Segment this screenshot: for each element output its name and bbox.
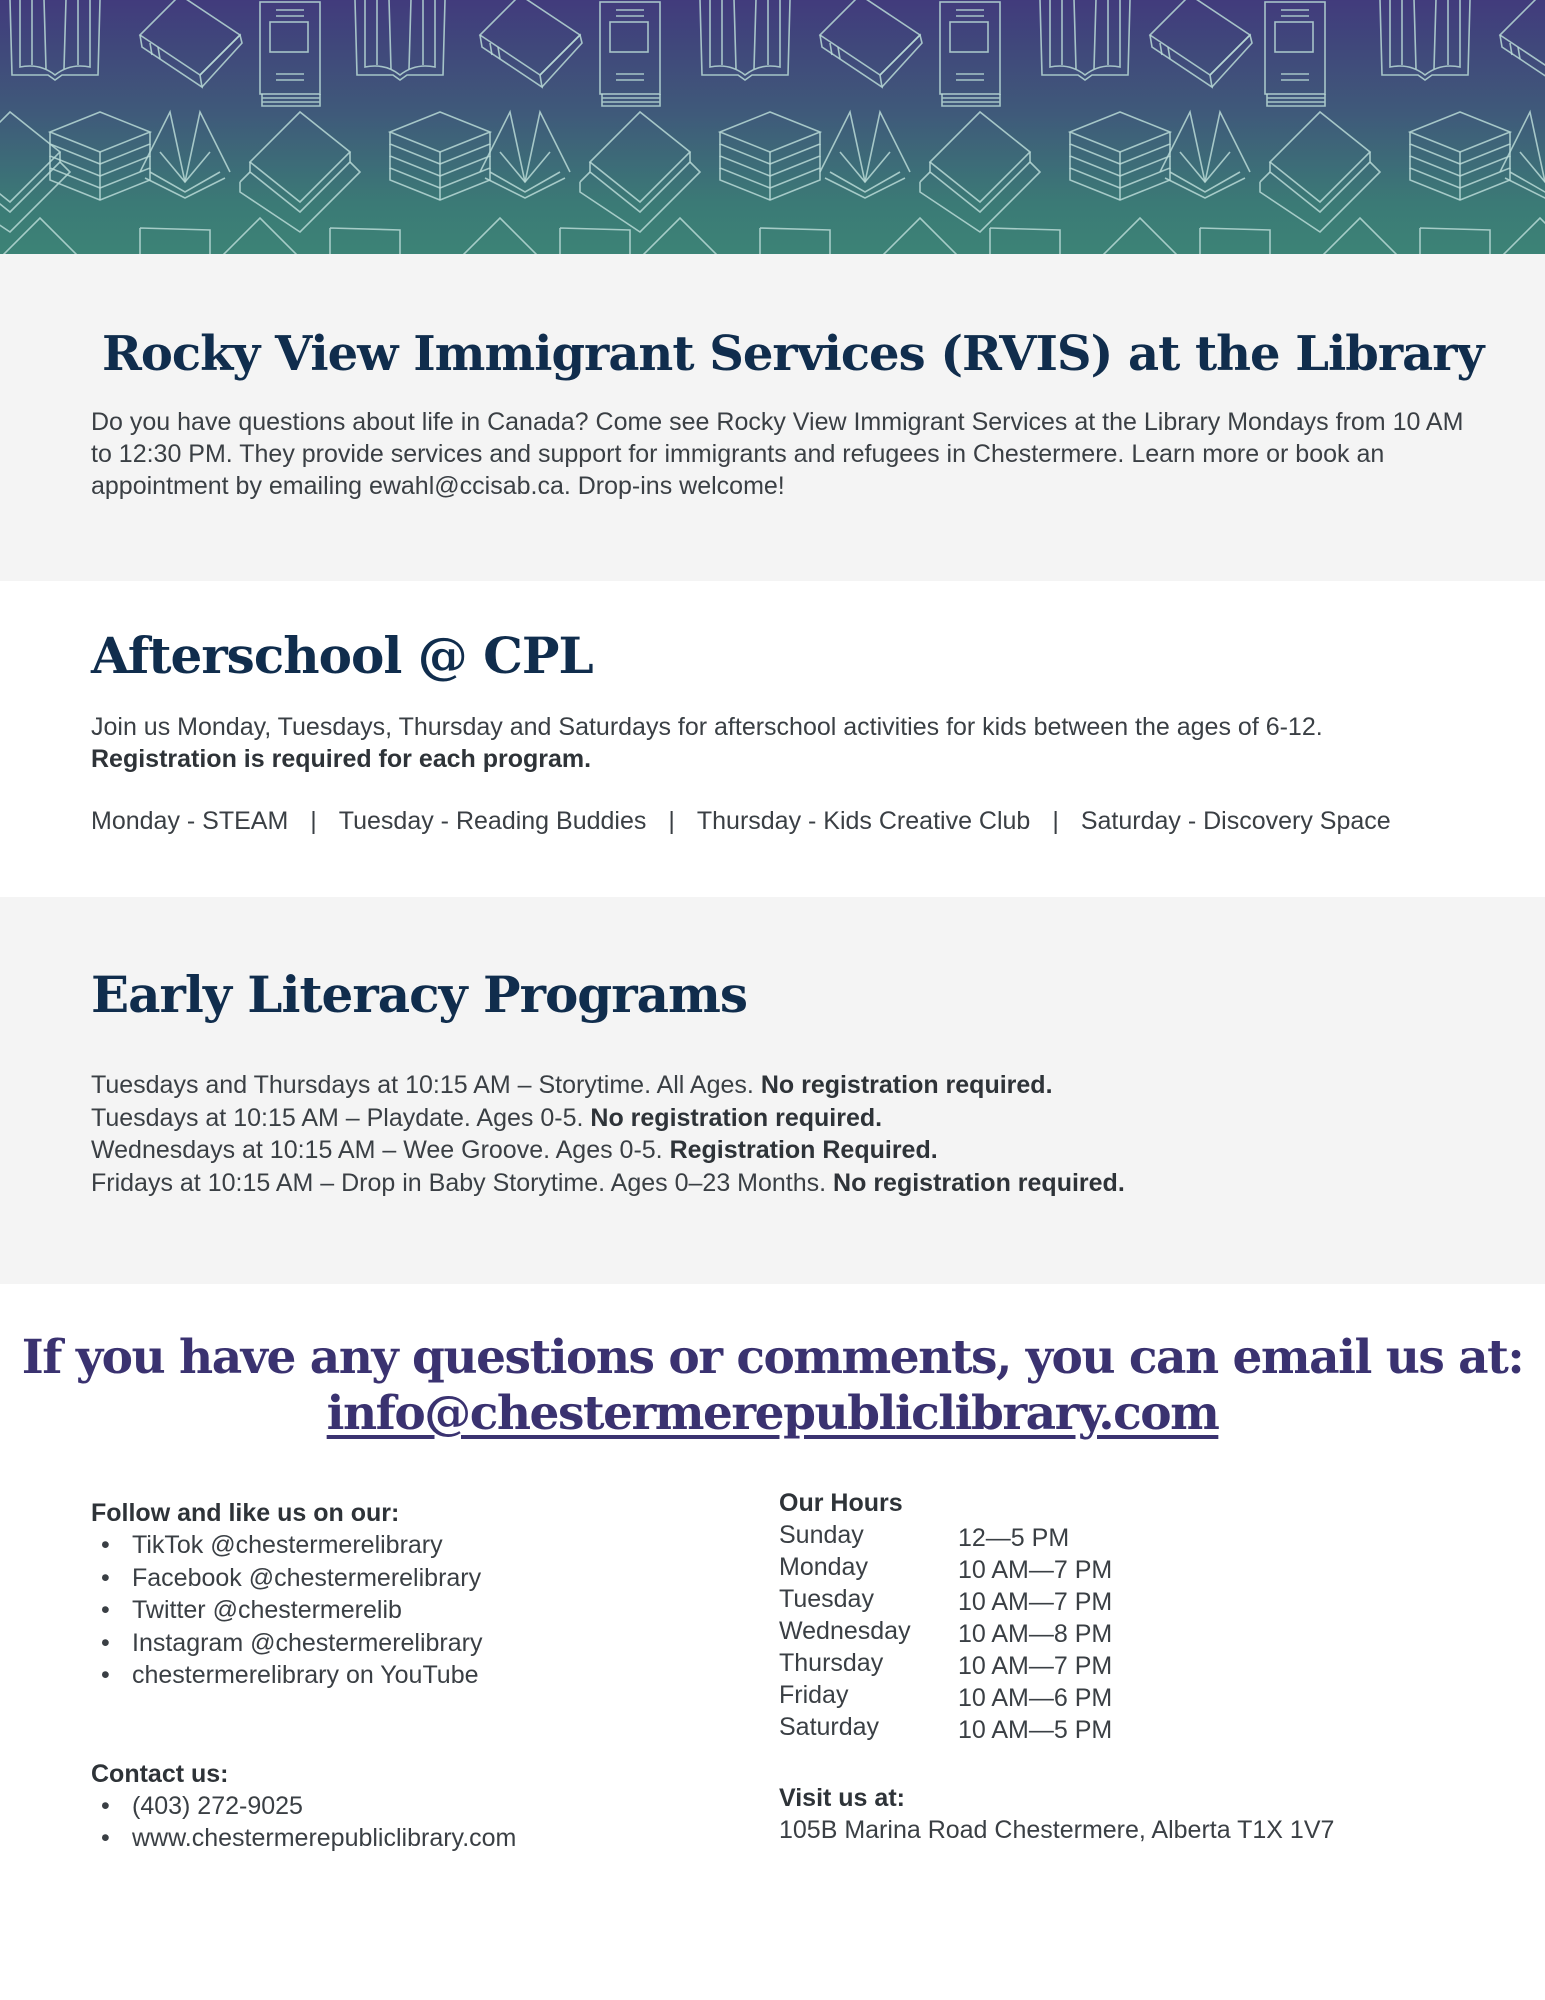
standing-book-icon (1265, 2, 1325, 106)
separator: | (310, 807, 317, 835)
book-edge-icon (330, 228, 400, 254)
book-stack-icon (720, 112, 820, 200)
contact-label: Contact us: (91, 1759, 229, 1788)
separator: | (1052, 807, 1059, 835)
contact-phone[interactable] (91, 1790, 711, 1823)
book-icon (140, 0, 242, 87)
hours-row (779, 1551, 1479, 1583)
rvis-title: Rocky View Immigrant Services (RVIS) at the Library (102, 326, 1484, 382)
contact-phone-text: (403) 272-9025 (132, 1791, 303, 1820)
book-pile-icon (580, 112, 700, 232)
social-item-tiktok[interactable] (91, 1529, 711, 1562)
book-pattern-illustration (0, 0, 1545, 254)
contact-website[interactable] (91, 1822, 711, 1855)
hours-column (779, 1487, 1479, 1846)
hours-row (779, 1519, 1479, 1551)
bullet-icon: • (101, 1824, 110, 1852)
book-edge-icon (140, 228, 210, 254)
afterschool-intro: Join us Monday, Tuesdays, Thursday and Saturdays for afterschool activities for kids between the ages of 6-12. (91, 713, 1323, 741)
rvis-description: Do you have questions about life in Canada? Come see Rocky View Immigrant Services at the Library Mondays from 10 AM to 12:30 PM. They provide services and support for immigrants and refugees in Chestermere. Learn more or book an appointment by emailing ewahl@ccisab.ca. Drop-ins welcome! (91, 408, 1464, 500)
early-literacy-list (91, 1069, 1125, 1199)
hours-day: Tuesday (779, 1585, 874, 1613)
hours-day: Wednesday (779, 1617, 911, 1645)
social-item-text: TikTok @chestermerelibrary (132, 1531, 443, 1559)
hours-row (779, 1679, 1479, 1711)
bullet-icon: • (101, 1563, 110, 1592)
afterschool-intro-block (91, 711, 1511, 775)
hours-time: 10 AM—6 PM (958, 1684, 1113, 1712)
registration-note: Registration Required. (669, 1136, 938, 1164)
standing-book-icon (260, 2, 320, 106)
social-contact-column (91, 1497, 711, 1855)
book-pile-icon (1260, 112, 1380, 232)
program-row (91, 1102, 1125, 1135)
hours-time: 12—5 PM (958, 1524, 1070, 1552)
open-book-icon (355, 0, 445, 80)
visit-address: 105B Marina Road Chestermere, Alberta T1X 1V7 (779, 1816, 1335, 1844)
hours-label: Our Hours (779, 1489, 903, 1517)
hours-table (779, 1519, 1479, 1743)
book-icon (1150, 0, 1252, 87)
open-book-icon (1160, 112, 1250, 198)
book-corner-icon (1500, 218, 1545, 254)
book-corner-icon (0, 218, 80, 254)
social-item-text: Facebook @chestermerelibrary (132, 1563, 482, 1592)
program-description: Tuesdays at 10:15 AM – Playdate. Ages 0-5. (91, 1103, 591, 1132)
hours-day: Friday (779, 1681, 849, 1709)
program-row (91, 1069, 1125, 1102)
book-corner-icon (1100, 218, 1180, 254)
registration-note: No registration required. (760, 1071, 1053, 1099)
program-item: Thursday - Kids Creative Club (696, 807, 1031, 835)
standing-book-icon (600, 2, 660, 106)
book-icon (1500, 0, 1545, 87)
open-book-icon (480, 112, 570, 198)
open-book-icon (1380, 0, 1470, 80)
book-corner-icon (460, 218, 540, 254)
program-description: Fridays at 10:15 AM – Drop in Baby Storytime. Ages 0–23 Months. (91, 1168, 834, 1197)
social-list (91, 1529, 711, 1692)
bullet-icon: • (101, 1531, 110, 1559)
bullet-icon: • (101, 1628, 110, 1657)
hours-day: Saturday (779, 1713, 880, 1741)
hours-time: 10 AM—7 PM (958, 1588, 1113, 1616)
social-item-instagram[interactable] (91, 1627, 711, 1660)
social-item-text: Twitter @chestermerelib (132, 1596, 402, 1624)
social-item-facebook[interactable] (91, 1562, 711, 1595)
early-literacy-title: Early Literacy Programs (91, 965, 748, 1024)
book-edge-icon (1200, 228, 1270, 254)
contact-email-link[interactable]: info@chestermerepubliclibrary.com (326, 1386, 1219, 1441)
hours-row (779, 1615, 1479, 1647)
open-book-icon (820, 112, 910, 198)
book-icon (480, 0, 582, 87)
bullet-icon: • (101, 1596, 110, 1624)
hours-row (779, 1711, 1479, 1743)
open-book-icon (1040, 0, 1130, 80)
book-edge-icon (760, 228, 830, 254)
hours-time: 10 AM—8 PM (958, 1620, 1113, 1648)
book-corner-icon (1320, 218, 1400, 254)
social-item-twitter[interactable] (91, 1594, 711, 1627)
registration-note: No registration required. (590, 1103, 883, 1132)
visit-label: Visit us at: (779, 1784, 905, 1812)
open-book-icon (1500, 112, 1545, 198)
program-item: Saturday - Discovery Space (1080, 807, 1391, 835)
book-stack-icon (390, 112, 490, 200)
book-corner-icon (640, 218, 720, 254)
open-book-icon (700, 0, 790, 80)
hours-row (779, 1647, 1479, 1679)
standing-book-icon (940, 2, 1000, 106)
bullet-icon: • (101, 1791, 110, 1820)
hours-day: Monday (779, 1553, 868, 1581)
open-book-icon (140, 112, 230, 198)
book-corner-icon (880, 218, 960, 254)
program-item: Tuesday - Reading Buddies (338, 807, 647, 835)
bullet-icon: • (101, 1661, 110, 1689)
program-item: Monday - STEAM (91, 807, 289, 835)
book-edge-icon (1420, 228, 1490, 254)
header-banner (0, 0, 1545, 254)
hours-time: 10 AM—7 PM (958, 1652, 1113, 1680)
program-description: Wednesdays at 10:15 AM – Wee Groove. Ages 0-5. (91, 1136, 670, 1164)
hours-time: 10 AM—5 PM (958, 1716, 1113, 1744)
early-literacy-section (0, 897, 1545, 1284)
hours-row (779, 1583, 1479, 1615)
book-pile-icon (920, 112, 1040, 232)
social-item-youtube[interactable] (91, 1659, 711, 1692)
hours-day: Sunday (779, 1521, 864, 1549)
rvis-section (0, 254, 1545, 581)
book-icon (820, 0, 922, 87)
contact-list (91, 1790, 711, 1855)
contact-section (0, 1284, 1545, 2000)
book-stack-icon (50, 112, 150, 200)
book-edge-icon (560, 228, 630, 254)
book-pile-icon (240, 112, 360, 232)
afterschool-program-list (91, 805, 1531, 837)
contact-cta-heading: If you have any questions or comments, you can email us at: (21, 1330, 1524, 1385)
social-item-text: chestermerelibrary on YouTube (132, 1661, 479, 1689)
program-description: Tuesdays and Thursdays at 10:15 AM – Storytime. All Ages. (91, 1071, 761, 1099)
book-stack-icon (1410, 112, 1510, 200)
afterschool-section (0, 581, 1545, 897)
social-item-text: Instagram @chestermerelibrary (132, 1628, 483, 1657)
open-book-icon (10, 0, 100, 80)
afterschool-title: Afterschool @ CPL (91, 626, 593, 685)
afterschool-registration-note: Registration is required for each program. (91, 745, 592, 773)
book-stack-icon (1070, 112, 1170, 200)
hours-time: 10 AM—7 PM (958, 1556, 1113, 1584)
program-row (91, 1167, 1125, 1200)
social-label: Follow and like us on our: (91, 1499, 400, 1527)
book-edge-icon (990, 228, 1060, 254)
separator: | (668, 807, 675, 835)
contact-website-text: www.chestermerepubliclibrary.com (132, 1824, 517, 1852)
registration-note: No registration required. (833, 1168, 1125, 1197)
program-row (91, 1134, 1125, 1167)
hours-day: Thursday (779, 1649, 884, 1677)
